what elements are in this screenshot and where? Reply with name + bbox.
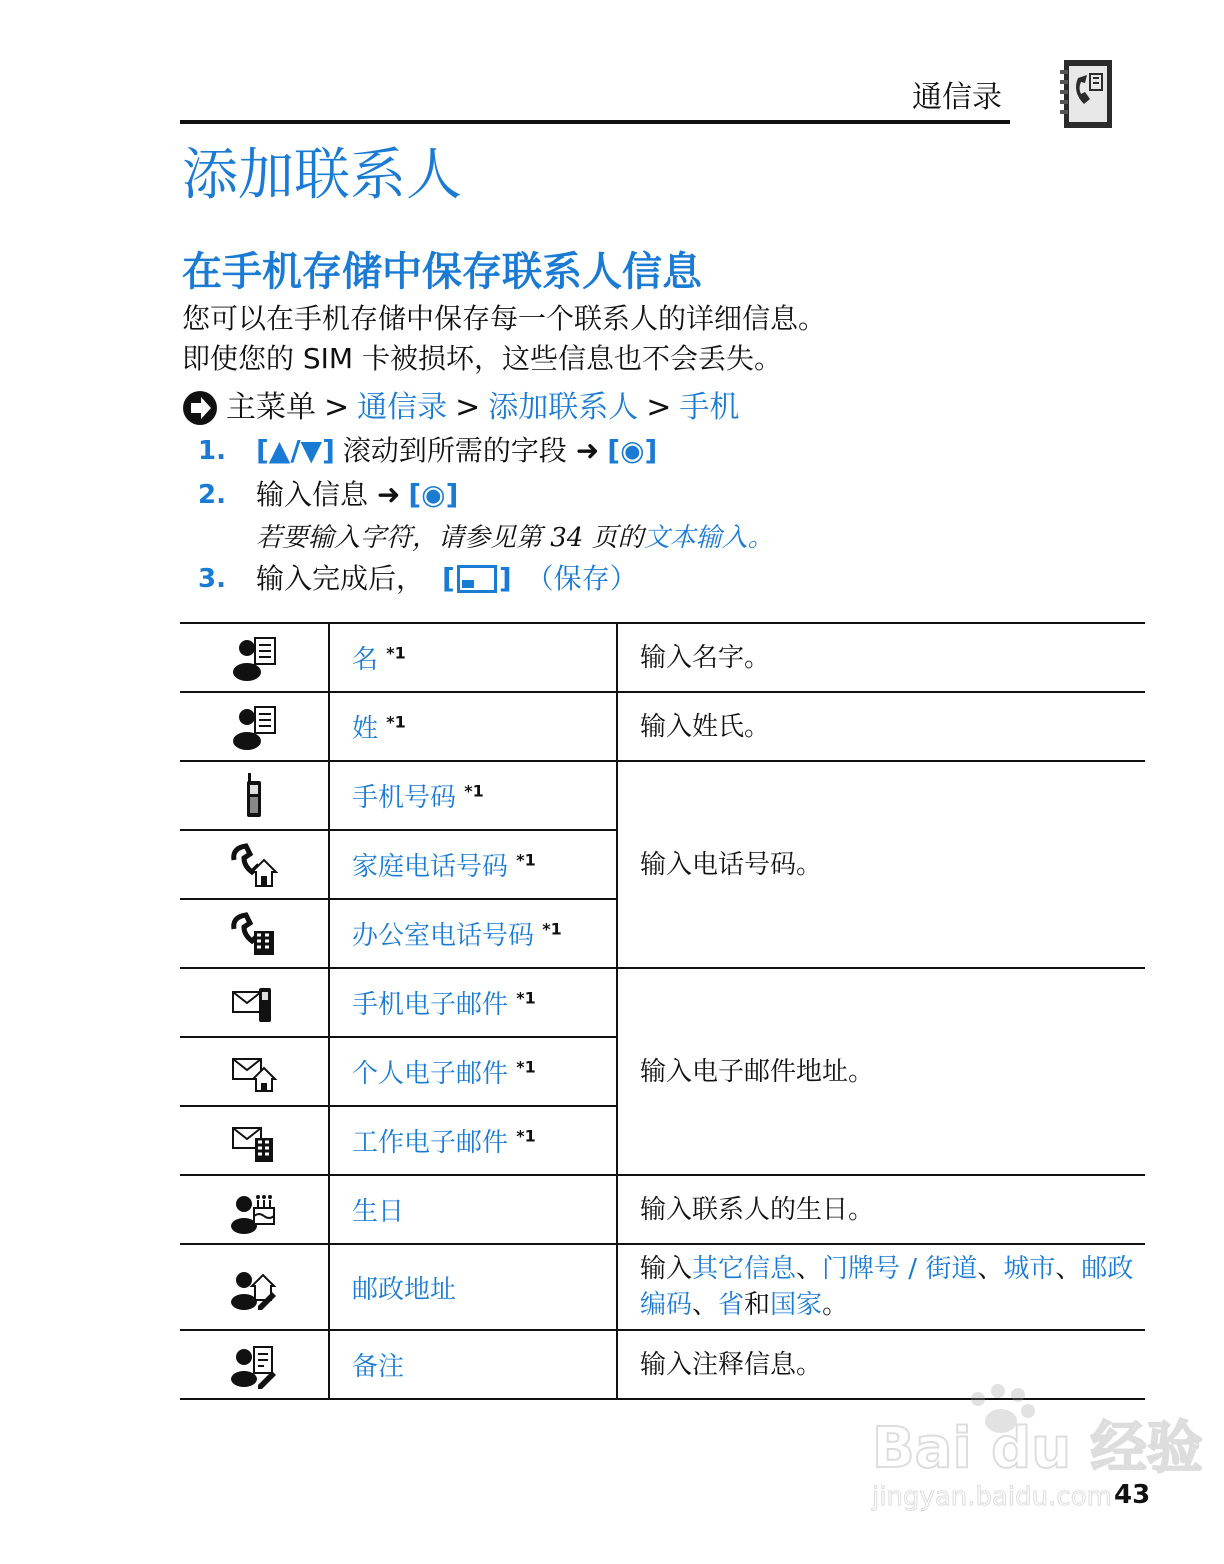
desc-term-province: 省: [718, 1290, 745, 1320]
menu-separator: >: [455, 390, 481, 425]
section-title: 在手机存储中保存联系人信息: [182, 249, 702, 295]
field-desc: 输入联系人的生日。: [617, 1175, 1145, 1244]
step-text: 输入信息 ➜: [256, 478, 401, 511]
page-title: 添加联系人: [182, 143, 462, 208]
footnote-mark: *1: [516, 1126, 536, 1146]
text-input-link[interactable]: 文本输入: [643, 523, 748, 553]
birthday-icon: [180, 1175, 329, 1244]
desc-term-country: 国家: [770, 1290, 823, 1320]
table-row: [180, 692, 1145, 761]
home-phone-icon: [180, 830, 329, 899]
menu-separator: >: [324, 390, 350, 425]
step-3: [198, 559, 638, 599]
page-number: 43: [1114, 1480, 1151, 1510]
menu-root: 主菜单: [226, 390, 316, 425]
field-desc: 输入电话号码。: [617, 761, 1145, 968]
contact-fields-table: [180, 622, 1145, 1400]
desc-term-other-info: 其它信息: [692, 1254, 797, 1284]
field-label: 工作电子邮件: [352, 1128, 509, 1158]
work-email-icon: [180, 1106, 329, 1175]
footnote-mark: *1: [516, 988, 536, 1008]
menu-separator: >: [646, 390, 672, 425]
field-name-mobile-email: [329, 968, 617, 1037]
arrow-right-icon: [182, 390, 218, 426]
contact-card-icon: [180, 623, 329, 692]
postal-address-icon: [180, 1244, 329, 1330]
field-name-office-phone: [329, 899, 617, 968]
table-row: [180, 623, 1145, 692]
nav-key-up-down: [▲/▼]: [256, 434, 335, 467]
footnote-mark: *1: [542, 919, 562, 939]
header-rule: [180, 120, 1010, 124]
field-label: 名: [352, 645, 379, 675]
field-desc: 输入名字。: [617, 623, 1145, 692]
desc-text: 、: [692, 1290, 719, 1320]
step-number: 1.: [198, 436, 226, 466]
field-desc: 输入注释信息。: [617, 1330, 1145, 1399]
watermark-url: jingyan.baidu.com: [872, 1482, 1112, 1512]
softkey-bracket-open: [: [442, 562, 455, 595]
softkey-bracket-close: ]: [498, 562, 512, 595]
field-label: 手机号码: [352, 783, 457, 813]
footnote-mark: *1: [386, 712, 406, 732]
note-icon: [180, 1330, 329, 1399]
table-row: [180, 968, 1145, 1037]
step-number: 2.: [198, 480, 226, 510]
softkey-left-icon: [457, 565, 497, 593]
field-name-first: [329, 623, 617, 692]
header-section-title: 通信录: [912, 80, 1002, 115]
intro-line-2: 即使您的 SIM 卡被损坏，这些信息也不会丢失。: [182, 342, 782, 375]
field-label: 办公室电话号码: [352, 921, 535, 951]
footnote-mark: *1: [464, 781, 484, 801]
save-label: （保存）: [525, 562, 638, 595]
field-name-mobile: [329, 761, 617, 830]
field-name-work-email: [329, 1106, 617, 1175]
mobile-phone-icon: [180, 761, 329, 830]
field-label: 手机电子邮件: [352, 990, 509, 1020]
contact-card-icon: [180, 692, 329, 761]
desc-text: 、: [977, 1254, 1004, 1284]
desc-text: 和: [744, 1290, 771, 1320]
field-name-note: [329, 1330, 617, 1399]
step-text: 滚动到所需的字段 ➜: [342, 434, 600, 467]
desc-term-street: 门牌号 / 街道: [822, 1254, 978, 1284]
footnote-mark: *1: [386, 643, 406, 663]
desc-text: 、: [796, 1254, 823, 1284]
step-note: [256, 520, 774, 556]
select-key: [◉]: [408, 478, 459, 511]
desc-text: 、: [1055, 1254, 1082, 1284]
field-name-postal-address: [329, 1244, 617, 1330]
field-label: 备注: [352, 1352, 405, 1382]
footnote-mark: *1: [516, 850, 536, 870]
home-email-icon: [180, 1037, 329, 1106]
note-text: 若要输入字符，请参见第 34 页的: [256, 523, 644, 553]
desc-term-postcode: 邮政编码: [640, 1254, 1134, 1320]
table-row: [180, 1175, 1145, 1244]
desc-text: 输入: [640, 1254, 693, 1284]
field-desc-address: [617, 1244, 1145, 1330]
field-name-last: [329, 692, 617, 761]
table-row: [180, 1244, 1145, 1330]
watermark-logo-text: Bai du 经验: [872, 1416, 1203, 1481]
step-text: 输入完成后，: [256, 562, 425, 595]
field-name-home-phone: [329, 830, 617, 899]
note-suffix: 。: [747, 523, 774, 553]
footnote-mark: *1: [516, 1057, 536, 1077]
menu-item-add-contact[interactable]: 添加联系人: [488, 390, 639, 425]
field-label: 个人电子邮件: [352, 1059, 509, 1089]
field-desc: 输入电子邮件地址。: [617, 968, 1145, 1175]
field-label: 家庭电话号码: [352, 852, 509, 882]
field-label: 生日: [352, 1197, 405, 1227]
table-row: [180, 761, 1145, 830]
field-label: 邮政地址: [352, 1274, 457, 1305]
phonebook-icon: [1060, 58, 1116, 132]
office-phone-icon: [180, 899, 329, 968]
field-name-personal-email: [329, 1037, 617, 1106]
step-number: 3.: [198, 564, 226, 594]
menu-path: [182, 386, 739, 430]
field-name-birthday: [329, 1175, 617, 1244]
select-key: [◉]: [607, 434, 658, 467]
step-2: [198, 475, 458, 515]
desc-text: 。: [822, 1290, 849, 1320]
step-1: [198, 431, 657, 471]
menu-item-phone[interactable]: 手机: [679, 390, 740, 425]
menu-item-phonebook[interactable]: 通信录: [357, 390, 448, 425]
intro-line-1: 您可以在手机存储中保存每一个联系人的详细信息。: [182, 302, 827, 335]
field-desc: 输入姓氏。: [617, 692, 1145, 761]
mobile-email-icon: [180, 968, 329, 1037]
field-label: 姓: [352, 714, 379, 744]
desc-term-city: 城市: [1003, 1254, 1056, 1284]
